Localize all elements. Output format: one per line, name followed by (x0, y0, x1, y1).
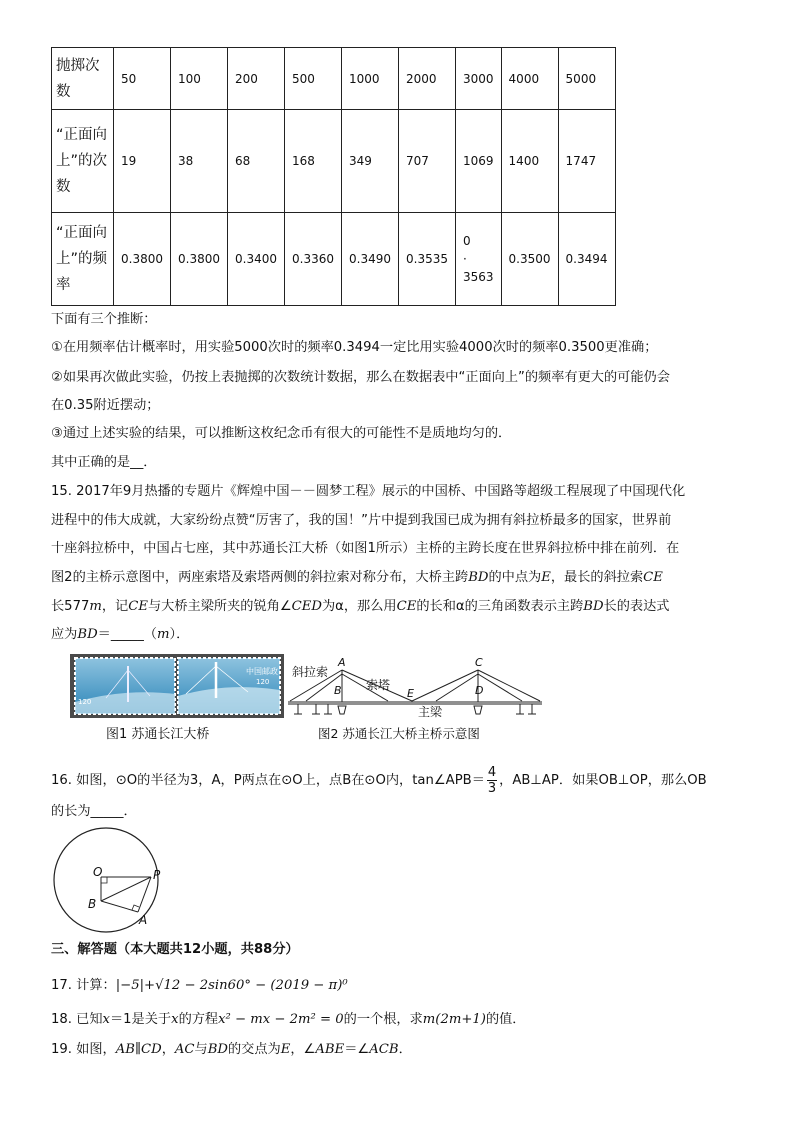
circle-figure (48, 826, 168, 934)
text: ，AB⊥AP．如果OB⊥OP，那么OB (499, 773, 707, 788)
text: 为α，那么用 (321, 599, 397, 614)
table-cell: 707 (399, 110, 456, 213)
q14-statement-2a: ②如果再次做此实验，仍按上表抛掷的次数统计数据，那么在数据表中“正面向上”的频率有更大的可能仍会 (51, 370, 670, 385)
table-cell: 68 (228, 110, 285, 213)
stamp-text: 中国邮政 (246, 667, 278, 676)
cell-part: · (463, 252, 467, 266)
text: 应为 (51, 627, 78, 642)
text: ，记 (101, 599, 129, 614)
label-E: E (407, 687, 414, 700)
table-cell: 19 (114, 110, 171, 213)
numerator: 4 (487, 764, 497, 780)
table-row (52, 48, 616, 110)
q19 (51, 1040, 412, 1060)
q16-line-1 (51, 764, 707, 798)
row-label: “正面向上”的频率 (52, 213, 114, 306)
math-var: CE (128, 599, 148, 614)
row-label: 抛掷次数 (52, 48, 114, 110)
table-cell: 0.3800 (114, 213, 171, 306)
table-row (52, 110, 616, 213)
label-B: B (88, 897, 97, 911)
text: 16. 如图，⊙O的半径为3，A，P两点在⊙O上，点B在⊙O内，tan∠APB＝ (51, 773, 485, 788)
table-cell: 0.3800 (171, 213, 228, 306)
math-var: m (156, 627, 170, 642)
table-cell: 200 (228, 48, 285, 110)
fig1-caption: 图1 苏通长江大桥 (106, 727, 210, 742)
table-cell: 0.3400 (228, 213, 285, 306)
text: ）． (169, 627, 190, 642)
table-cell: 1400 (501, 110, 558, 213)
cell-part: 3563 (463, 270, 494, 284)
label-cable: 斜拉索 (292, 665, 329, 679)
math-var: AC (174, 1042, 195, 1057)
text: ，∠ (290, 1042, 316, 1057)
math-var: BD (583, 599, 604, 614)
text: ． (398, 1042, 412, 1057)
table-cell: 5000 (558, 48, 615, 110)
table-cell: 0.3494 (558, 213, 615, 306)
text: 与大桥主梁所夹的锐角∠ (147, 599, 292, 614)
q14-intro: 下面有三个推断： (51, 312, 157, 327)
math-var: E (280, 1042, 291, 1057)
q15-line-3: 十座斜拉桥中，中国占七座，其中苏通长江大桥（如图1所示）主桥的主跨长度在世界斜拉桥中排在前列．在 (51, 541, 680, 556)
q15-line-4 (51, 568, 663, 588)
q18 (51, 1010, 526, 1030)
bridge-figures (66, 652, 546, 744)
cell-part: 0 (463, 234, 471, 248)
math-var: ACB (369, 1042, 399, 1057)
frequency-table (51, 47, 616, 306)
table-cell: 0.3500 (501, 213, 558, 306)
text: 与 (194, 1042, 208, 1057)
table-cell: 3000 (456, 48, 502, 110)
table-cell: 1069 (456, 110, 502, 213)
stamp-value: 120 (78, 698, 92, 706)
label-beam: 主梁 (418, 705, 443, 719)
label-tower: 索塔 (366, 678, 391, 692)
text: 长577 (51, 599, 90, 614)
q15-line-6 (51, 625, 189, 645)
math-var: CE (396, 599, 417, 614)
label-P: P (153, 868, 161, 882)
q15-line-2: 进程中的伟大成就，大家纷纷点赞“厉害了，我的国！”片中提到我国已成为拥有斜拉桥最多的国家，世界前 (51, 513, 672, 528)
row-label: “正面向上”的次数 (52, 110, 114, 213)
math-expression: m(2m+1) (422, 1012, 486, 1027)
q14-question: 其中正确的是__． (51, 455, 157, 470)
text: 的方程 (178, 1012, 219, 1027)
table-cell: 0.3535 (399, 213, 456, 306)
text: 的值． (485, 1012, 526, 1027)
math-var: x (171, 1012, 179, 1027)
table-cell: 349 (342, 110, 399, 213)
q14-statement-2b: 在0.35附近摆动； (51, 398, 160, 413)
stamp-value: 120 (256, 678, 270, 686)
label-B: B (334, 684, 342, 697)
text: 17. 计算： (51, 978, 116, 993)
math-var: BD (468, 570, 489, 585)
label-A: A (139, 913, 148, 927)
table-cell: 1747 (558, 110, 615, 213)
section-heading: 三、解答题（本大题共12小题，共88分） (51, 942, 299, 957)
math-expression: |−5|+√12 − 2sin60° − (2019 − π)⁰ (115, 978, 348, 993)
fig2-caption: 图2 苏通长江大桥主桥示意图 (318, 726, 480, 741)
table-row (52, 213, 616, 306)
text: ， (161, 1042, 175, 1057)
table-cell: 168 (285, 110, 342, 213)
label-D: D (475, 684, 484, 697)
math-var: ABE (315, 1042, 345, 1057)
text: 18. 已知 (51, 1012, 103, 1027)
table-cell: 1000 (342, 48, 399, 110)
table-cell: 4000 (501, 48, 558, 110)
text: ，最长的斜拉索 (550, 570, 644, 585)
math-var: E (541, 570, 551, 585)
q14-statement-1: ①在用频率估计概率时，用实验5000次时的频率0.3494一定比用实验4000次时的频率0.3500更准确； (51, 340, 658, 355)
table-cell: 0.3360 (285, 213, 342, 306)
table-cell: 500 (285, 48, 342, 110)
math-var: x (102, 1012, 110, 1027)
stamp-photo (70, 654, 284, 718)
table-cell: 0.3490 (342, 213, 399, 306)
label-O: O (93, 865, 103, 879)
q15-line-1: 15. 2017年9月热播的专题片《辉煌中国－－圆梦工程》展示的中国桥、中国路等超级工程展现了中国现代化 (51, 484, 686, 499)
table-cell: 38 (171, 110, 228, 213)
math-expression: AB∥CD (115, 1042, 162, 1057)
fraction (487, 765, 497, 796)
math-var: CE (643, 570, 663, 585)
denominator: 3 (487, 780, 497, 796)
text: 图2的主桥示意图中，两座索塔及索塔两侧的斜拉索对称分布，大桥主跨 (51, 570, 469, 585)
table-cell: 50 (114, 48, 171, 110)
text: 19. 如图， (51, 1042, 116, 1057)
text: ＝_____（ (97, 627, 157, 642)
math-var: BD (207, 1042, 228, 1057)
table-cell: 100 (171, 48, 228, 110)
text: 的一个根，求 (343, 1012, 423, 1027)
table-cell-split (456, 213, 502, 306)
q17 (51, 976, 348, 996)
math-var: CED (291, 599, 322, 614)
text: 的长和α的三角函数表示主跨 (416, 599, 584, 614)
text: 长的表达式 (603, 599, 670, 614)
math-var: BD (77, 627, 98, 642)
table-cell: 2000 (399, 48, 456, 110)
text: 的中点为 (488, 570, 542, 585)
label-A: A (338, 656, 346, 669)
math-expression: x² − mx − 2m² = 0 (218, 1012, 344, 1027)
q14-statement-3: ③通过上述实验的结果，可以推断这枚纪念币有很大的可能性不是质地均匀的． (51, 426, 512, 441)
q16-line-2: 的长为_____． (51, 804, 137, 819)
text: ＝1是关于 (109, 1012, 172, 1027)
label-C: C (475, 656, 483, 669)
text: 的交点为 (227, 1042, 281, 1057)
text: ＝∠ (344, 1042, 370, 1057)
q15-line-5 (51, 597, 669, 617)
math-var: m (89, 599, 102, 614)
